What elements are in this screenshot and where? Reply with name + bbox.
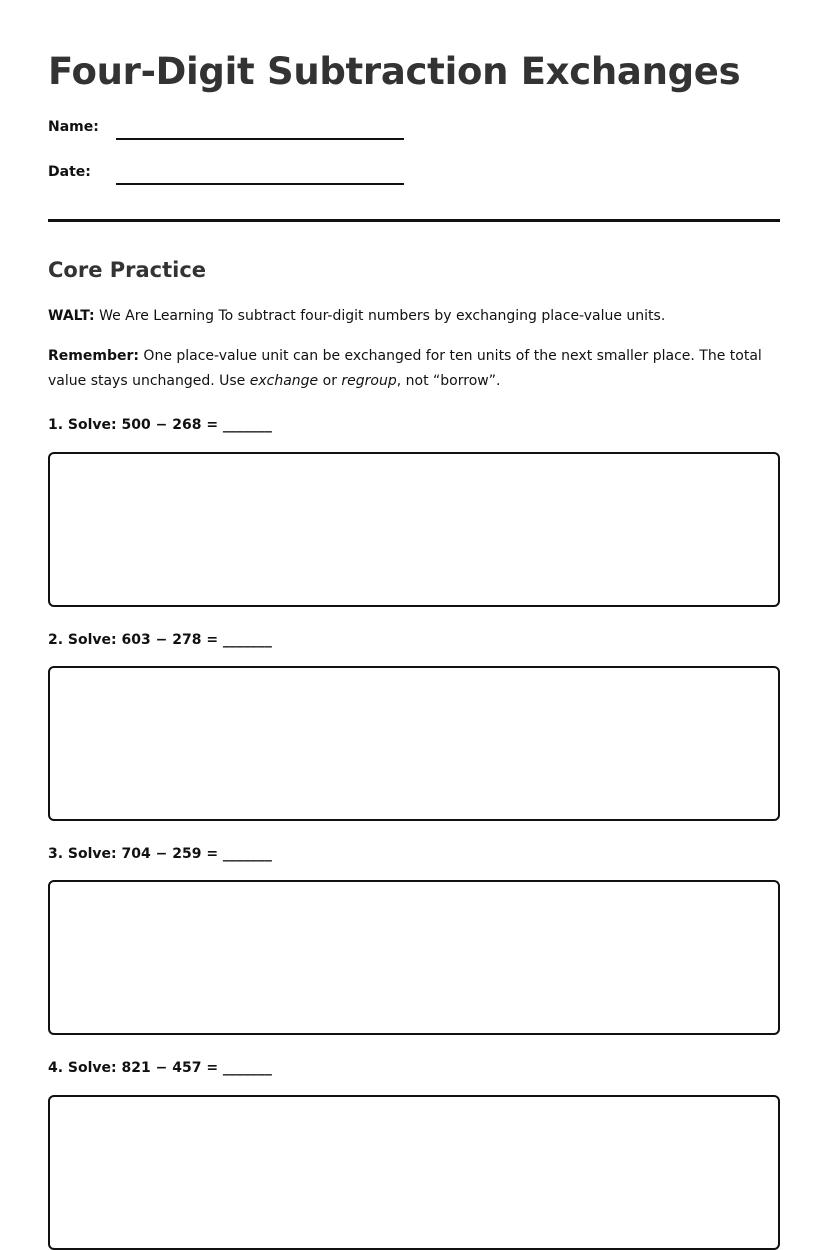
answer-box-3[interactable]: [48, 880, 780, 1035]
walt-label: WALT:: [48, 308, 95, 324]
question-4-label: 4. Solve: 821 − 457 = _______: [48, 1060, 272, 1076]
remember-label: Remember:: [48, 348, 139, 364]
date-input-line[interactable]: [116, 183, 404, 185]
question-3-label: 3. Solve: 704 − 259 = _______: [48, 846, 272, 862]
answer-box-1[interactable]: [48, 452, 780, 607]
answer-box-4[interactable]: [48, 1095, 780, 1250]
remember-text-middle: or: [318, 373, 342, 389]
date-field: [48, 163, 448, 193]
date-label: Date:: [48, 164, 91, 180]
term-exchange: exchange: [249, 373, 319, 389]
walt-paragraph: [48, 304, 780, 329]
remember-paragraph: [48, 344, 780, 394]
name-input-line[interactable]: [116, 138, 404, 140]
remember-text-before: One place-value unit can be exchanged for ten units of the next smaller place. The total value stays unchanged. Use: [48, 348, 762, 389]
answer-box-2[interactable]: [48, 666, 780, 821]
name-label: Name:: [48, 119, 99, 135]
walt-text: We Are Learning To subtract four-digit numbers by exchanging place-value units.: [99, 308, 666, 324]
remember-text-after: , not “borrow”.: [396, 373, 501, 389]
section-title: Core Practice: [48, 258, 207, 282]
question-1-label: 1. Solve: 500 − 268 = _______: [48, 417, 272, 433]
page-title: Four-Digit Subtraction Exchanges: [48, 50, 741, 93]
header-divider: [48, 219, 780, 222]
question-2-label: 2. Solve: 603 − 278 = _______: [48, 632, 272, 648]
term-regroup: regroup: [341, 373, 397, 389]
name-field: [48, 118, 448, 148]
